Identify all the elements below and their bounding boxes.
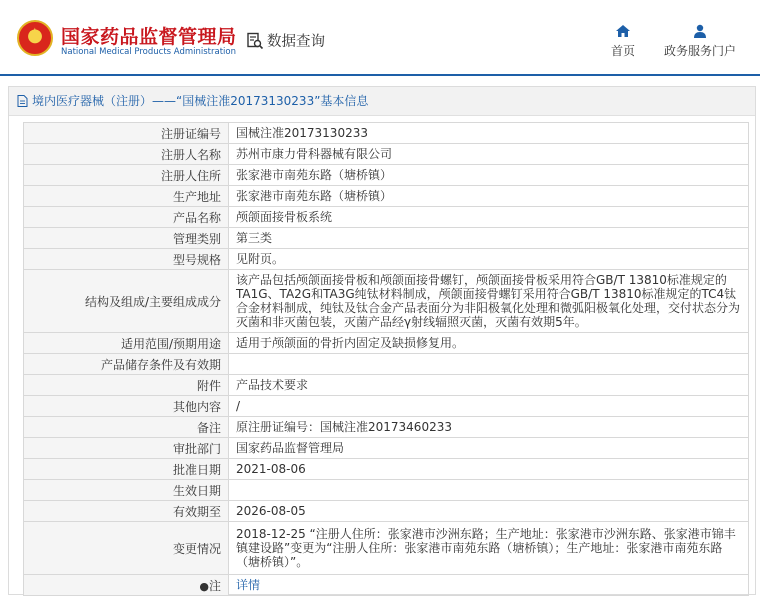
table-row	[24, 207, 749, 228]
row-value: 见附页。	[229, 249, 749, 270]
table-row	[24, 333, 749, 354]
table-row	[24, 228, 749, 249]
site-header	[0, 0, 760, 76]
table-row	[24, 575, 749, 596]
row-value: 国家药品监督管理局	[229, 438, 749, 459]
table-row	[24, 249, 749, 270]
row-value: 国械注准20173130233	[229, 123, 749, 144]
row-label: 结构及组成/主要组成成分	[24, 270, 229, 333]
row-label: 适用范围/预期用途	[24, 333, 229, 354]
row-value: 产品技术要求	[229, 375, 749, 396]
row-value: 2021-08-06	[229, 459, 749, 480]
row-label: 备注	[24, 417, 229, 438]
row-label: 管理类别	[24, 228, 229, 249]
row-value: 2026-08-05	[229, 501, 749, 522]
lightbulb-icon: ●	[199, 579, 209, 593]
row-value: 张家港市南苑东路（塘桥镇）	[229, 186, 749, 207]
row-label: 注册人名称	[24, 144, 229, 165]
row-value: 苏州市康力骨科器械有限公司	[229, 144, 749, 165]
table-row	[24, 354, 749, 375]
table-row	[24, 501, 749, 522]
national-emblem-icon	[17, 20, 53, 56]
table-row	[24, 522, 749, 575]
org-name-en[interactable]: National Medical Products Administration	[61, 47, 236, 57]
panel-title	[9, 87, 755, 116]
panel-title-text: 境内医疗器械（注册）——“国械注准20173130233”基本信息	[32, 93, 369, 108]
row-value: 第三类	[229, 228, 749, 249]
row-value	[229, 575, 749, 596]
row-value: 该产品包括颅颌面接骨板和颅颌面接骨螺钉，颅颌面接骨板采用符合GB/T 13810标准规定的TA1G、TA2G和TA3G纯钛材料制成，颅颌面接骨螺钉采用符合GB/T 13810标准规定的TC4钛合金材料制成，纯钛及钛合金产品表面分为非阳极氧化处理和微弧阳极氧化处理，交付状态分为灭菌和非灭菌包装，灭菌产品经γ射线辐照灭菌，灭菌有效期5年。	[229, 270, 749, 333]
row-label: 附件	[24, 375, 229, 396]
row-value: 原注册证编号：国械注准20173460233	[229, 417, 749, 438]
data-query-label: 数据查询	[267, 34, 325, 50]
row-label: 型号规格	[24, 249, 229, 270]
row-value: 2018-12-25 “注册人住所：张家港市沙洲东路；生产地址：张家港市沙洲东路、张家港市锦丰镇建设路”变更为“注册人住所：张家港市南苑东路（塘桥镇）；生产地址：张家港市南苑东路（塘桥镇）”。	[229, 522, 749, 575]
table-row	[24, 480, 749, 501]
document-search-icon	[246, 32, 264, 50]
row-label: 批准日期	[24, 459, 229, 480]
row-label: 生效日期	[24, 480, 229, 501]
data-query-link[interactable]	[246, 30, 325, 51]
table-row	[24, 417, 749, 438]
org-name-cn[interactable]: 国家药品监督管理局	[61, 26, 237, 48]
row-label: 注册证编号	[24, 123, 229, 144]
row-value: /	[229, 396, 749, 417]
table-row	[24, 438, 749, 459]
row-label-note	[24, 575, 229, 596]
registration-info-table	[23, 122, 749, 596]
table-row	[24, 396, 749, 417]
table-row	[24, 270, 749, 333]
nav-service-portal[interactable]	[662, 24, 738, 59]
row-value	[229, 480, 749, 501]
home-icon	[615, 24, 631, 38]
row-label: 变更情况	[24, 522, 229, 575]
document-icon	[17, 95, 28, 107]
table-row	[24, 375, 749, 396]
note-label: 注	[208, 578, 221, 593]
nav-home-label: 首页	[610, 44, 635, 58]
table-row	[24, 165, 749, 186]
row-value: 张家港市南苑东路（塘桥镇）	[229, 165, 749, 186]
row-label: 生产地址	[24, 186, 229, 207]
detail-panel	[8, 86, 756, 595]
row-label: 注册人住所	[24, 165, 229, 186]
row-value	[229, 354, 749, 375]
table-row	[24, 144, 749, 165]
row-value: 适用于颅颌面的骨折内固定及缺损修复用。	[229, 333, 749, 354]
row-label: 产品名称	[24, 207, 229, 228]
nav-home[interactable]	[607, 24, 639, 59]
table-row	[24, 459, 749, 480]
row-label: 审批部门	[24, 438, 229, 459]
row-value: 颅颌面接骨板系统	[229, 207, 749, 228]
row-label: 其他内容	[24, 396, 229, 417]
table-row	[24, 186, 749, 207]
details-link[interactable]: 详情	[236, 578, 261, 592]
user-icon	[692, 24, 708, 38]
row-label: 有效期至	[24, 501, 229, 522]
table-row	[24, 123, 749, 144]
row-label: 产品储存条件及有效期	[24, 354, 229, 375]
nav-service-portal-label: 政务服务门户	[663, 44, 736, 58]
